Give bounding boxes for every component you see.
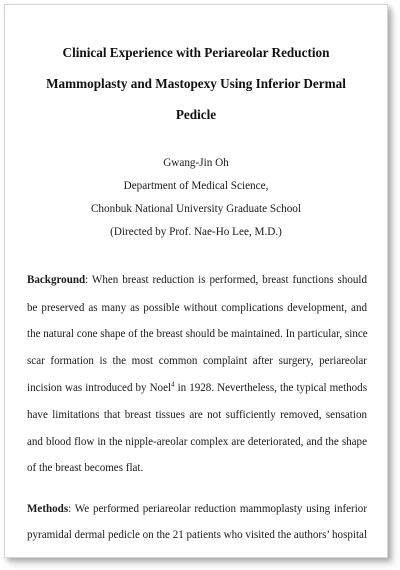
background-text-5b: in 1928. Nevertheless, the typical methods <box>174 382 368 394</box>
background-text-5a: incision was introduced by Noel <box>27 382 172 394</box>
background-line-5 <box>27 382 367 394</box>
background-line-8: of the breast becomes flat. <box>27 462 144 474</box>
background-line-6: have limitations that breast tissues are not sufficiently removed, sensation <box>27 409 367 421</box>
background-line-1 <box>27 274 367 286</box>
paper-title-line-1: Clinical Experience with Periareolar Reduction <box>62 45 330 60</box>
methods-line-2: pyramidal dermal pedicle on the 21 patients who visited the authors’ hospital <box>27 529 368 541</box>
background-line-7: and blood flow in the nipple-areolar complex are deteriorated, and the shape <box>27 436 367 448</box>
background-heading: Background <box>27 274 86 286</box>
citation-superscript: 4 <box>171 380 175 389</box>
background-line-2: be preserved as many as possible without complications development, and <box>27 302 367 314</box>
author-department: Department of Medical Science, <box>123 180 269 192</box>
paper-title-line-3: Pedicle <box>175 107 217 122</box>
background-line-4: scar formation is the most common complaint after surgery, periareolar <box>27 355 367 367</box>
document-page <box>4 4 388 558</box>
background-line-3: the natural cone shape of the breast should be maintained. In particular, since <box>27 328 368 340</box>
background-text-1: : When breast reduction is performed, breast functions should <box>85 274 367 286</box>
methods-line-1 <box>27 503 367 515</box>
author-name: Gwang-Jin Oh <box>163 157 229 169</box>
methods-heading: Methods <box>27 503 69 515</box>
methods-text-1: : We performed periareolar reduction mammoplasty using inferior <box>68 503 367 515</box>
author-school: Chonbuk National University Graduate School <box>90 203 302 215</box>
paper-title-line-2: Mammoplasty and Mastopexy Using Inferior Dermal <box>46 76 346 91</box>
author-director: (Directed by Prof. Nae-Ho Lee, M.D.) <box>110 226 282 238</box>
